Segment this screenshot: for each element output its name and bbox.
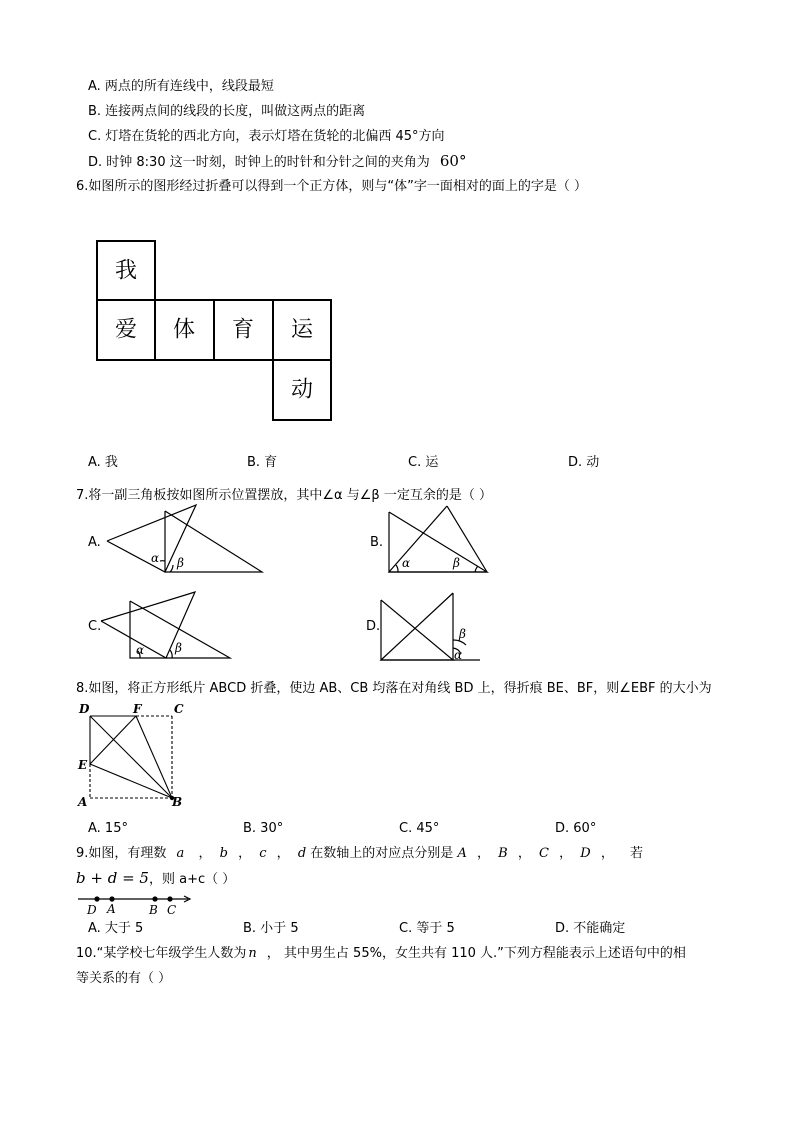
q9-axis-a: A [107, 902, 116, 916]
q8-point-c: C [174, 702, 184, 716]
q8-stem: 8.如图，将正方形纸片 ABCD 折叠，使边 AB、CB 均落在对角线 BD 上，得折痕 BE、BF，则∠EBF 的大小为 [76, 681, 712, 696]
q7c-alpha: α [136, 643, 145, 657]
q5-option-a: A. 两点的所有连线中，线段最短 [88, 79, 274, 94]
q9-option-d: D. 不能确定 [555, 921, 626, 936]
net-char-yun: 运 [290, 317, 314, 343]
q10-prefix: 10.“某学校七年级学生人数为 [76, 946, 247, 961]
q9-pt-a: A [457, 846, 467, 861]
q10-stem-line1 [76, 945, 686, 963]
q7-label-a: A. [88, 535, 101, 550]
q9-option-b: B. 小于 5 [243, 921, 299, 936]
q8-option-d: D. 60° [555, 821, 597, 836]
q10-rest: ， 其中男生占 55%，女生共有 110 人.”下列方程能表示上述语句中的相 [266, 946, 686, 961]
q7a-beta: β [177, 556, 184, 570]
q5-option-d-angle: 60° [439, 152, 467, 170]
q9-pt-d: D [580, 846, 591, 861]
q9-option-a: A. 大于 5 [88, 921, 144, 936]
q9-axis-b: B [149, 903, 158, 917]
q8-point-b: B [172, 795, 183, 809]
net-char-yu: 育 [231, 317, 255, 343]
q6-option-a: A. 我 [88, 455, 118, 470]
q6-option-b: B. 育 [247, 455, 278, 470]
q8-point-a: A [78, 795, 88, 809]
q7-label-c: C. [88, 619, 102, 634]
q9-stem-mid: 在数轴上的对应点分别是 [310, 846, 454, 861]
q5-option-d-text: D. 时钟 8:30 这一时刻，时钟上的时针和分针之间的夹角为 [88, 155, 430, 170]
q8-option-a: A. 15° [88, 821, 128, 836]
q7a-alpha: α [151, 551, 160, 565]
q9-var-b: b [219, 846, 228, 861]
q8-option-c: C. 45° [399, 821, 440, 836]
net-char-ai: 爱 [114, 317, 138, 343]
q9-stem-line1: 9.如图，有理数 a ， b ， c ， d 在数轴上的对应点分别是 A ， B ， C ， D ， 若 [76, 846, 643, 861]
q9-axis-c: C [167, 903, 177, 917]
q7d-alpha: α [454, 648, 463, 662]
q7b-beta: β [453, 556, 460, 570]
q7-label-b: B. [370, 535, 384, 550]
q10-stem-line2: 等关系的有（ ） [76, 971, 172, 986]
q8-point-e: E [78, 758, 88, 772]
q9-stem-prefix: 9.如图，有理数 [76, 846, 167, 861]
q9-pt-c: C [538, 846, 549, 861]
q7b-alpha: α [402, 556, 411, 570]
net-char-wo: 我 [114, 258, 138, 284]
net-char-ti: 体 [172, 317, 196, 343]
q7-stem: 7.将一副三角板按如图所示位置摆放，其中∠α 与∠β 一定互余的是（ ） [76, 488, 492, 503]
q9-option-c: C. 等于 5 [399, 921, 455, 936]
q9-pt-b: B [498, 846, 508, 861]
q9-axis-d: D [87, 903, 97, 917]
q5-option-b: B. 连接两点间的线段的长度，叫做这两点的距离 [88, 104, 366, 119]
q6-stem: 6.如图所示的图形经过折叠可以得到一个正方体，则与“体”字一面相对的面上的字是（ ） [76, 179, 588, 194]
q7c-beta: β [175, 641, 182, 655]
q7d-beta: β [459, 627, 466, 641]
q9-condition-rest: ，则 a+c（ ） [148, 872, 236, 887]
q6-option-d: D. 动 [568, 455, 600, 470]
q8-point-f: F [133, 702, 142, 716]
q6-option-c: C. 运 [408, 455, 439, 470]
q10-var-n: n [248, 946, 257, 961]
q9-var-a: a [176, 846, 185, 861]
q7-label-d: D. [366, 619, 381, 634]
q9-var-d: d [297, 846, 307, 861]
q5-option-c: C. 灯塔在货轮的西北方向，表示灯塔在货轮的北偏西 45°方向 [88, 129, 445, 144]
net-char-dong: 动 [290, 377, 314, 403]
q9-stem-if: 若 [629, 846, 643, 861]
q9-condition: b + d = 5 [76, 869, 149, 887]
q8-option-b: B. 30° [243, 821, 284, 836]
q8-point-d: D [79, 702, 90, 716]
q9-var-c: c [259, 846, 267, 861]
